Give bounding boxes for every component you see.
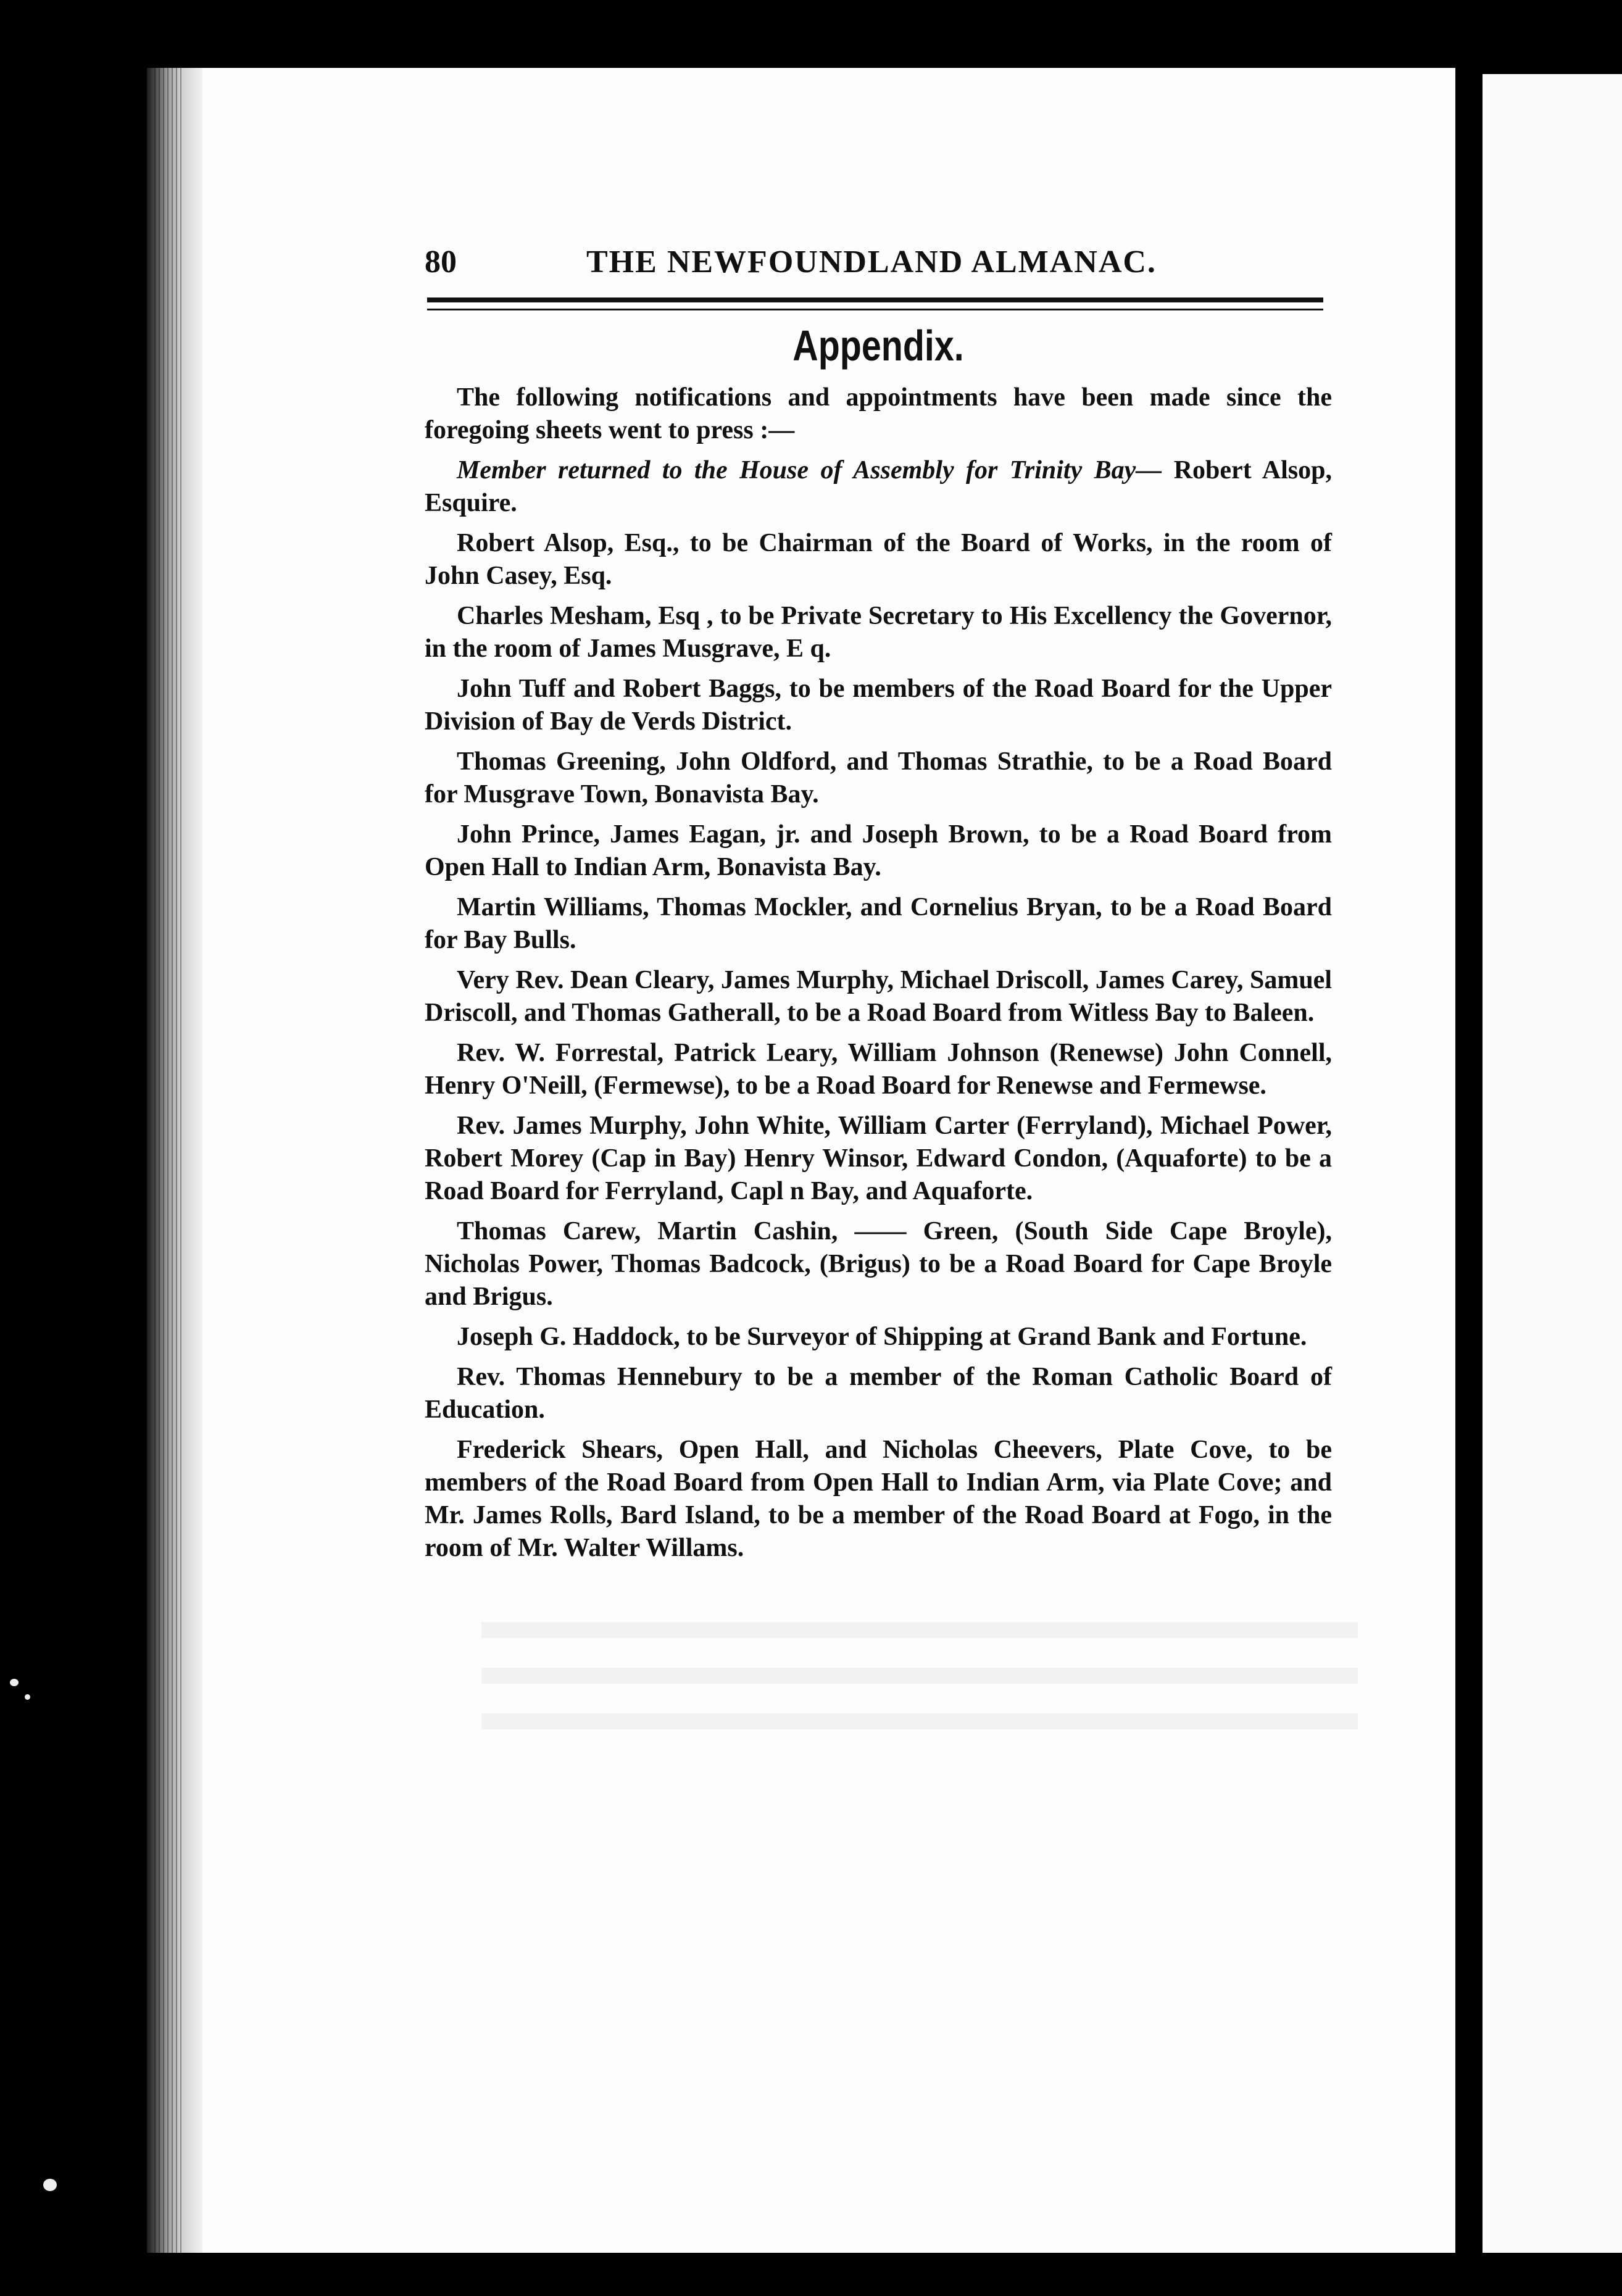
page-number: 80 xyxy=(425,244,457,280)
paragraph: Thomas Greening, John Oldford, and Thomas Strathie, to be a Road Board for Musgrave Town, Bonavista Bay. xyxy=(425,747,1332,809)
paragraph: Rev. W. Forrestal, Patrick Leary, William Johnson (Renewse) John Connell, Henry O'Neill, (Fermewse), to be a Road Board for Renewse and Fermewse. xyxy=(425,1039,1332,1100)
book-spine-page-edges xyxy=(154,68,182,2253)
section-heading: Appendix. xyxy=(792,322,964,370)
page-header-title: THE NEWFOUNDLAND ALMANAC. xyxy=(586,244,1157,280)
paragraph: Rev. James Murphy, John White, William Carter (Ferryland), Michael Power, Robert Morey (Cap in Bay) Henry Winsor, Edward Condon, (Aquaforte) to be a Road Board for Ferryland, Capl n Bay, and Aquaforte. xyxy=(425,1112,1332,1205)
paragraph: John Tuff and Robert Baggs, to be members of the Road Board for the Upper Division of Bay de Verds District. xyxy=(425,675,1332,736)
paragraph: The following notifications and appointments have been made since the foregoing sheets went to press :— xyxy=(425,383,1332,444)
paragraph: Charles Mesham, Esq , to be Private Secretary to His Excellency the Governor, in the room of James Musgrave, E q. xyxy=(425,602,1332,663)
paragraph: Rev. Thomas Hennebury to be a member of the Roman Catholic Board of Education. xyxy=(425,1363,1332,1424)
running-head xyxy=(425,244,1332,287)
scan-speck xyxy=(43,2179,57,2191)
scan-speck xyxy=(25,1694,30,1700)
paragraph: Joseph G. Haddock, to be Surveyor of Shipping at Grand Bank and Fortune. xyxy=(457,1323,1307,1351)
paragraph: John Prince, James Eagan, jr. and Joseph Brown, to be a Road Board from Open Hall to Indian Arm, Bonavista Bay. xyxy=(425,820,1332,881)
paragraph xyxy=(425,454,1332,520)
paragraph: Very Rev. Dean Cleary, James Murphy, Michael Driscoll, James Carey, Samuel Driscoll, and Thomas Gatherall, to be a Road Board from Witless Bay to Baleen. xyxy=(425,966,1332,1027)
show-through-text xyxy=(481,1592,1358,1753)
header-rule-thick xyxy=(427,297,1323,302)
paragraph-continuation: Robert Alsop, Esquire. xyxy=(425,456,1332,517)
italic-lead: Member returned to the House of Assembly for Trinity Bay— xyxy=(457,456,1162,485)
appendix-body xyxy=(425,381,1332,1565)
paragraph: Martin Williams, Thomas Mockler, and Cornelius Bryan, to be a Road Board for Bay Bulls. xyxy=(425,893,1332,954)
facing-page-edge xyxy=(1483,74,1622,2253)
header-rule-thin xyxy=(427,309,1323,310)
paragraph: Frederick Shears, Open Hall, and Nicholas Cheevers, Plate Cove, to be members of the Road Board from Open Hall to Indian Arm, via Plate Cove; and Mr. James Rolls, Bard Island, to be a member of the Road Board at Fogo, in the room of Mr. Walter Willams. xyxy=(425,1436,1332,1562)
scan-speck xyxy=(10,1679,19,1686)
paragraph: Robert Alsop, Esq., to be Chairman of the Board of Works, in the room of John Casey, Esq. xyxy=(425,529,1332,590)
paragraph: Thomas Carew, Martin Cashin, —— Green, (South Side Cape Broyle), Nicholas Power, Thomas Badcock, (Brigus) to be a Road Board for Cape Broyle and Brigus. xyxy=(425,1217,1332,1311)
